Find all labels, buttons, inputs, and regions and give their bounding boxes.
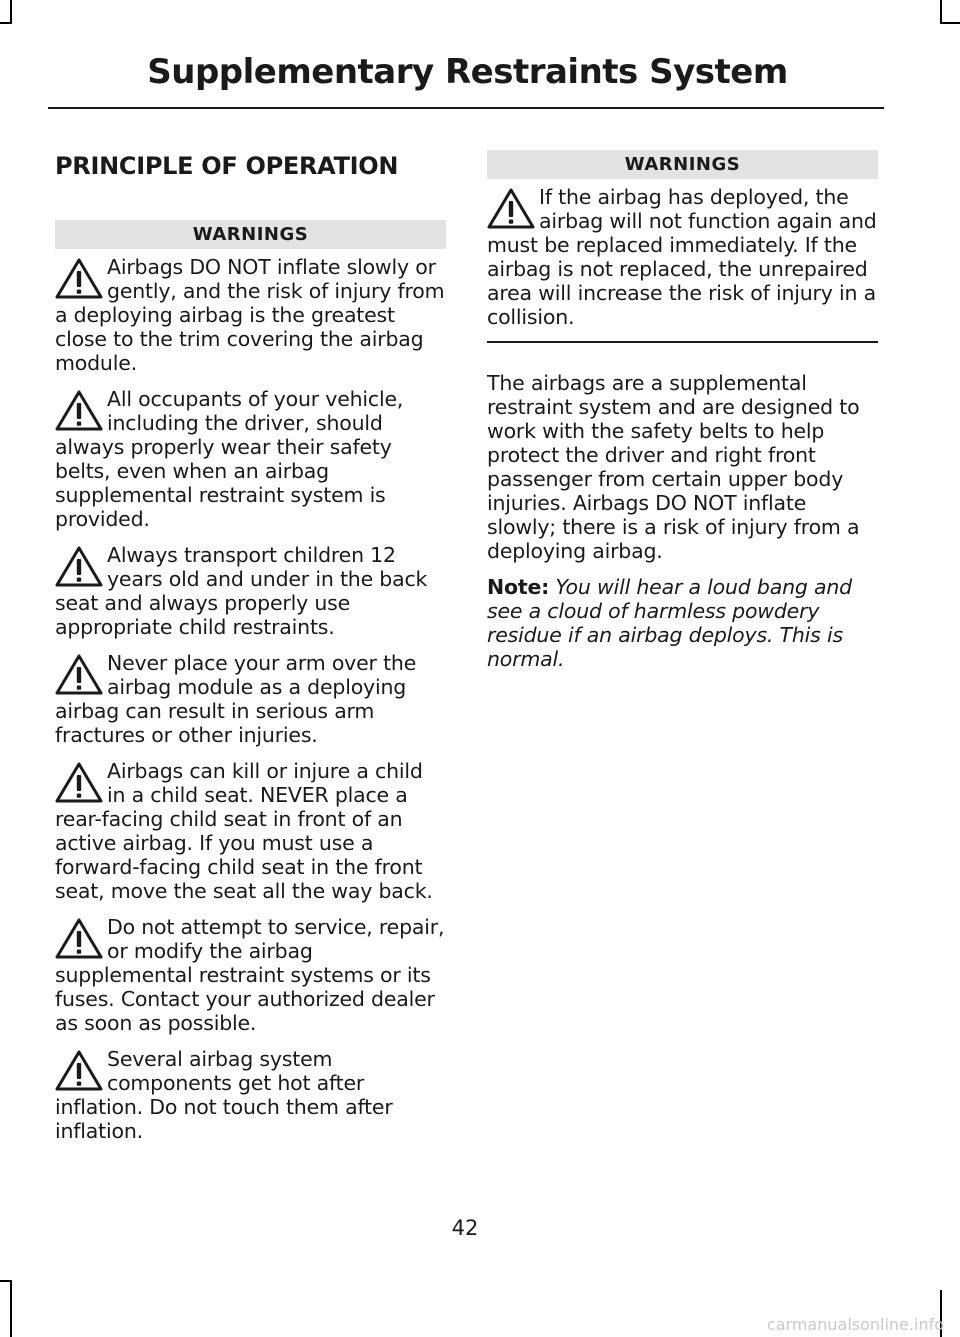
crop-mark (10, 0, 12, 22)
warning-item (55, 651, 446, 747)
warning-item (55, 543, 446, 639)
watermark-text: carmanualsonline.info (766, 1315, 944, 1334)
warning-text: Do not attempt to service, repair, or modify the airbag supplemental restraint systems or its fuses. Contact your authorized dealer as soon as possible. (55, 915, 445, 1035)
crop-mark (940, 22, 960, 24)
warning-text: Always transport children 12 years old and under in the back seat and always properly use appropriate child restraints. (55, 543, 428, 639)
warning-text: Airbags can kill or injure a child in a child seat. NEVER place a rear-facing child seat in front of an active airbag. If you must use a forward-facing child seat in the front seat, move the seat all the way back. (55, 759, 433, 903)
header-divider (48, 107, 884, 109)
warning-triangle-icon (54, 761, 106, 805)
warning-item (55, 915, 446, 1035)
warning-text: Never place your arm over the airbag module as a deploying airbag can result in serious arm fractures or other injuries. (55, 651, 417, 747)
note-label: Note: (487, 575, 550, 599)
section-heading: PRINCIPLE OF OPERATION (55, 152, 399, 180)
warning-item (55, 1047, 446, 1143)
note-paragraph (487, 575, 878, 671)
crop-mark (940, 0, 942, 22)
warnings-label: WARNINGS (487, 150, 878, 179)
warning-triangle-icon (54, 257, 106, 301)
page-header-title: Supplementary Restraints System (147, 52, 788, 92)
crop-mark (0, 1280, 12, 1282)
page-number: 42 (451, 1216, 479, 1240)
warning-triangle-icon (54, 653, 106, 697)
warning-triangle-icon (54, 389, 106, 433)
warning-triangle-icon (54, 1049, 106, 1093)
warning-text: Airbags DO NOT inflate slowly or gently, and the risk of injury from a deploying airbag is the greatest close to the trim covering the airbag module. (55, 255, 445, 375)
note-text: You will hear a loud bang and see a cloud of harmless powdery residue if an airbag deploys. This is normal. (487, 575, 852, 671)
warning-item (55, 759, 446, 903)
warning-text: All occupants of your vehicle, including the driver, should always properly wear their safety belts, even when an airbag supplemental restraint system is provided. (55, 387, 404, 531)
warning-triangle-icon (54, 545, 106, 589)
right-column (487, 150, 878, 683)
warning-item (55, 255, 446, 375)
warning-text: Several airbag system components get hot after inflation. Do not touch them after inflation. (55, 1047, 393, 1143)
warning-item (55, 387, 446, 531)
warnings-list (55, 255, 446, 1143)
body-paragraph: The airbags are a supplemental restraint system and are designed to work with the safety belts to help protect the driver and right front passenger from certain upper body injuries. Airbags DO NOT inflate slowly; there is a risk of injury from a deploying airbag. (487, 371, 860, 563)
warning-text: If the airbag has deployed, the airbag will not function again and must be replaced immediately. If the airbag is not replaced, the unrepaired area will increase the risk of injury in a collision. (487, 185, 877, 329)
warnings-label: WARNINGS (55, 220, 446, 249)
warning-triangle-icon (486, 187, 538, 231)
warnings-end-rule (487, 341, 878, 343)
warning-item (487, 185, 878, 329)
crop-mark (10, 1280, 12, 1337)
crop-mark (0, 22, 12, 24)
left-column (55, 150, 446, 1155)
warning-triangle-icon (54, 917, 106, 961)
warnings-list (487, 185, 878, 329)
